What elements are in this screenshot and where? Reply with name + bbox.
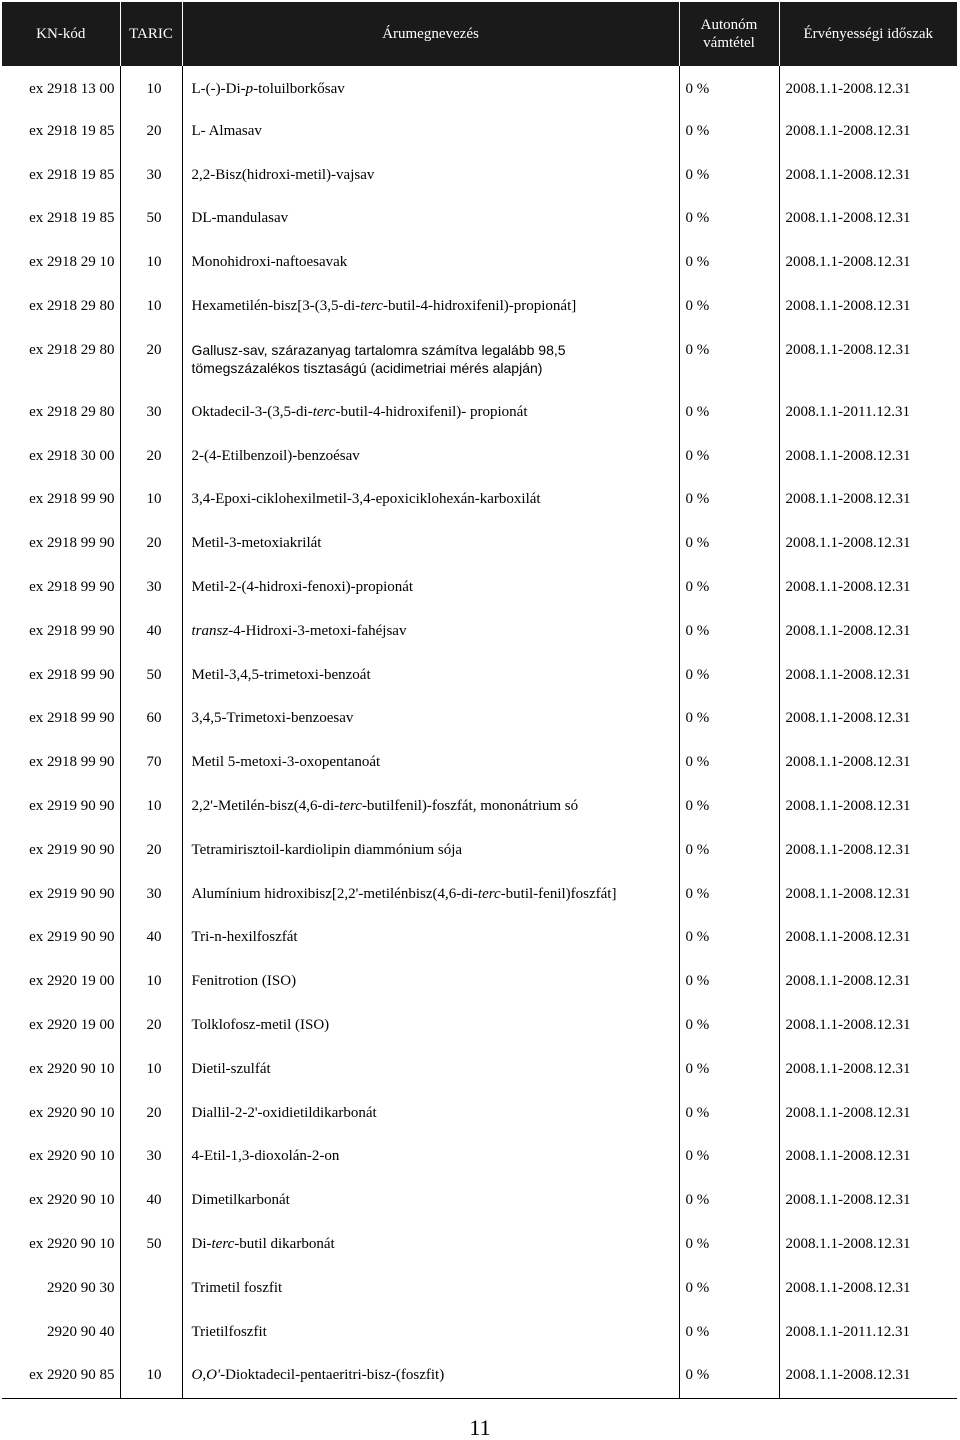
kn-code-cell: 2920 90 30	[2, 1267, 120, 1311]
taric-code-cell	[120, 1267, 182, 1311]
kn-code-cell: 2920 90 40	[2, 1311, 120, 1355]
duty-rate-cell: 0 %	[679, 241, 779, 285]
kn-code-cell: ex 2918 29 80	[2, 329, 120, 391]
product-description-cell: L-(-)-Di-p-toluilborkősav	[182, 66, 679, 110]
kn-code-cell: ex 2918 99 90	[2, 522, 120, 566]
duty-rate-cell: 0 %	[679, 916, 779, 960]
kn-code-cell: ex 2918 19 85	[2, 154, 120, 198]
table-row	[2, 1135, 957, 1179]
validity-period-cell: 2008.1.1-2008.12.31	[785, 754, 911, 771]
kn-code-cell: ex 2918 99 90	[2, 478, 120, 522]
validity-period-cell: 2008.1.1-2008.12.31	[785, 929, 911, 946]
table-row	[2, 960, 957, 1004]
product-description-cell: 2-(4-Etilbenzoil)-benzoésav	[182, 435, 679, 479]
taric-code-cell: 20	[120, 522, 182, 566]
tariff-table-sheet	[2, 2, 957, 1399]
duty-rate-cell: 0 %	[679, 1004, 779, 1048]
table-row	[2, 741, 957, 785]
kn-code-cell: ex 2918 99 90	[2, 741, 120, 785]
table-row	[2, 329, 957, 391]
validity-period-cell: 2008.1.1-2008.12.31	[785, 81, 911, 97]
product-description-cell: Tolklofosz-metil (ISO)	[182, 1004, 679, 1048]
product-description-cell: Dietil-szulfát	[182, 1048, 679, 1092]
validity-period-cell: 2008.1.1-2008.12.31	[785, 1235, 911, 1252]
duty-rate-cell: 0 %	[679, 829, 779, 873]
validity-period-cell: 2008.1.1-2008.12.31	[785, 122, 911, 139]
taric-code-cell: 40	[120, 1179, 182, 1223]
header-autonomous-duty-line1: Autonóm	[700, 17, 758, 33]
duty-rate-cell: 0 %	[679, 1311, 779, 1355]
taric-code-cell: 30	[120, 154, 182, 198]
product-description-cell: Metil-2-(4-hidroxi-fenoxi)-propionát	[182, 566, 679, 610]
validity-period-cell: 2008.1.1-2008.12.31	[785, 297, 911, 314]
kn-code-cell: ex 2918 99 90	[2, 566, 120, 610]
header-validity-period: Érvényességi időszak	[779, 2, 957, 66]
table-body	[2, 66, 957, 1398]
table-row	[2, 197, 957, 241]
duty-rate-cell: 0 %	[679, 697, 779, 741]
tariff-table	[2, 2, 957, 1399]
duty-rate-cell: 0 %	[679, 785, 779, 829]
validity-period-cell: 2008.1.1-2008.12.31	[785, 341, 911, 358]
product-description-cell: transz-4-Hidroxi-3-metoxi-fahéjsav	[182, 610, 679, 654]
kn-code-cell: ex 2919 90 90	[2, 873, 120, 917]
validity-period-cell: 2008.1.1-2011.12.31	[785, 403, 910, 420]
table-row	[2, 435, 957, 479]
validity-period-cell: 2008.1.1-2008.12.31	[785, 254, 911, 271]
validity-period-cell: 2008.1.1-2008.12.31	[785, 447, 911, 464]
product-description-cell: Tetramirisztoil-kardiolipin diammónium sója	[182, 829, 679, 873]
table-row	[2, 1048, 957, 1092]
validity-period-cell: 2008.1.1-2008.12.31	[785, 797, 911, 814]
kn-code-cell: ex 2920 90 85	[2, 1354, 120, 1398]
product-description-cell: Oktadecil-3-(3,5-di-terc-butil-4-hidroxifenil)- propionát	[182, 391, 679, 435]
table-header-row	[2, 2, 957, 66]
kn-code-cell: ex 2920 19 00	[2, 960, 120, 1004]
table-row	[2, 1311, 957, 1355]
validity-period-cell: 2008.1.1-2008.12.31	[785, 622, 911, 639]
duty-rate-cell: 0 %	[679, 566, 779, 610]
table-row	[2, 1092, 957, 1136]
duty-rate-cell: 0 %	[679, 1354, 779, 1398]
table-row	[2, 697, 957, 741]
taric-code-cell: 10	[120, 66, 182, 110]
table-row	[2, 916, 957, 960]
taric-code-cell: 10	[120, 285, 182, 329]
product-description-cell: Metil 5-metoxi-3-oxopentanoát	[182, 741, 679, 785]
product-description-cell: DL-mandulasav	[182, 197, 679, 241]
product-description-cell: Monohidroxi-naftoesavak	[182, 241, 679, 285]
validity-period-cell: 2008.1.1-2008.12.31	[785, 578, 911, 595]
table-row	[2, 610, 957, 654]
duty-rate-cell: 0 %	[679, 610, 779, 654]
product-description-cell: Trimetil foszfit	[182, 1267, 679, 1311]
product-description-cell: Alumínium hidroxibisz[2,2'-metilénbisz(4,6-di-terc-butil-fenil)foszfát]	[182, 873, 679, 917]
kn-code-cell: ex 2920 90 10	[2, 1048, 120, 1092]
duty-rate-cell: 0 %	[679, 329, 779, 391]
duty-rate-cell: 0 %	[679, 435, 779, 479]
table-row	[2, 66, 957, 110]
kn-code-cell: ex 2918 13 00	[2, 66, 120, 110]
product-description-cell: Gallusz-sav, szárazanyag tartalomra számítva legalább 98,5 tömegszázalékos tisztaságú (acidimetriai mérés alapján)	[182, 329, 679, 391]
kn-code-cell: ex 2918 19 85	[2, 197, 120, 241]
kn-code-cell: ex 2918 99 90	[2, 697, 120, 741]
product-description-cell: Trietilfoszfit	[182, 1311, 679, 1355]
taric-code-cell: 50	[120, 197, 182, 241]
validity-period-cell: 2008.1.1-2008.12.31	[779, 1354, 957, 1398]
duty-rate-cell: 0 %	[679, 654, 779, 698]
validity-period-cell: 2008.1.1-2008.12.31	[785, 1192, 911, 1209]
kn-code-cell: ex 2918 99 90	[2, 610, 120, 654]
taric-code-cell: 20	[120, 110, 182, 154]
product-description-cell: Dimetilkarbonát	[182, 1179, 679, 1223]
validity-period-cell: 2008.1.1-2008.12.31	[785, 535, 911, 552]
duty-rate-cell: 0 %	[679, 110, 779, 154]
taric-code-cell: 10	[120, 960, 182, 1004]
product-description-cell: L- Almasav	[182, 110, 679, 154]
header-taric: TARIC	[120, 2, 182, 66]
taric-code-cell: 40	[120, 610, 182, 654]
table-row	[2, 1223, 957, 1267]
taric-code-cell: 10	[120, 1048, 182, 1092]
taric-code-cell: 10	[120, 785, 182, 829]
taric-code-cell: 10	[120, 1354, 182, 1398]
validity-period-cell: 2008.1.1-2008.12.31	[785, 973, 911, 990]
kn-code-cell: ex 2918 30 00	[2, 435, 120, 479]
product-description-cell: Di-terc-butil dikarbonát	[182, 1223, 679, 1267]
kn-code-cell: ex 2918 29 80	[2, 391, 120, 435]
taric-code-cell: 10	[120, 478, 182, 522]
taric-code-cell: 20	[120, 829, 182, 873]
validity-period-cell: 2008.1.1-2008.12.31	[785, 166, 911, 183]
product-description-cell: 3,4-Epoxi-ciklohexilmetil-3,4-epoxiciklohexán-karboxilát	[182, 478, 679, 522]
validity-period-cell: 2008.1.1-2008.12.31	[785, 885, 911, 902]
taric-code-cell: 50	[120, 1223, 182, 1267]
taric-code-cell: 20	[120, 1092, 182, 1136]
taric-code-cell	[120, 1311, 182, 1355]
product-description-cell: 3,4,5-Trimetoxi-benzoesav	[182, 697, 679, 741]
table-row	[2, 110, 957, 154]
table-row	[2, 1267, 957, 1311]
validity-period-cell: 2008.1.1-2008.12.31	[785, 210, 911, 227]
table-row	[2, 785, 957, 829]
taric-code-cell: 20	[120, 1004, 182, 1048]
table-row	[2, 1354, 957, 1398]
taric-code-cell: 30	[120, 391, 182, 435]
product-description-cell: Diallil-2-2'-oxidietildikarbonát	[182, 1092, 679, 1136]
product-description-cell: O,O'-Dioktadecil-pentaeritri-bisz-(foszfit)	[182, 1354, 679, 1398]
taric-code-cell: 40	[120, 916, 182, 960]
validity-period-cell: 2008.1.1-2008.12.31	[785, 1148, 911, 1165]
table-row	[2, 241, 957, 285]
table-row	[2, 1004, 957, 1048]
table-row	[2, 566, 957, 610]
table-row	[2, 391, 957, 435]
kn-code-cell: ex 2918 29 10	[2, 241, 120, 285]
table-row	[2, 829, 957, 873]
taric-code-cell: 30	[120, 873, 182, 917]
kn-code-cell: ex 2920 90 10	[2, 1092, 120, 1136]
product-description-cell: Metil-3-metoxiakrilát	[182, 522, 679, 566]
header-product-description: Árumegnevezés	[182, 2, 679, 66]
product-description-cell: 2,2'-Metilén-bisz(4,6-di-terc-butilfenil)-foszfát, mononátrium só	[182, 785, 679, 829]
validity-period-cell: 2008.1.1-2008.12.31	[785, 1060, 911, 1077]
validity-period-cell: 2008.1.1-2011.12.31	[785, 1323, 910, 1340]
duty-rate-cell: 0 %	[679, 391, 779, 435]
kn-code-cell: ex 2920 19 00	[2, 1004, 120, 1048]
taric-code-cell: 10	[120, 241, 182, 285]
duty-rate-cell: 0 %	[679, 1223, 779, 1267]
duty-rate-cell: 0 %	[679, 522, 779, 566]
validity-period-cell: 2008.1.1-2008.12.31	[785, 491, 911, 508]
table-row	[2, 1179, 957, 1223]
validity-period-cell: 2008.1.1-2008.12.31	[785, 1104, 911, 1121]
header-kn-code: KN-kód	[2, 2, 120, 66]
duty-rate-cell: 0 %	[679, 1267, 779, 1311]
page-number: 11	[469, 1415, 491, 1440]
table-row	[2, 873, 957, 917]
kn-code-cell: ex 2918 99 90	[2, 654, 120, 698]
product-description-cell: Tri-n-hexilfoszfát	[182, 916, 679, 960]
validity-period-cell: 2008.1.1-2008.12.31	[785, 1279, 911, 1296]
taric-code-cell: 30	[120, 566, 182, 610]
product-description-cell: 2,2-Bisz(hidroxi-metil)-vajsav	[182, 154, 679, 198]
duty-rate-cell: 0 %	[679, 1135, 779, 1179]
product-description-cell: Fenitrotion (ISO)	[182, 960, 679, 1004]
product-description-cell: Metil-3,4,5-trimetoxi-benzoát	[182, 654, 679, 698]
validity-period-cell: 2008.1.1-2008.12.31	[785, 1016, 911, 1033]
duty-rate-cell: 0 %	[679, 741, 779, 785]
taric-code-cell: 60	[120, 697, 182, 741]
kn-code-cell: ex 2919 90 90	[2, 785, 120, 829]
kn-code-cell: ex 2920 90 10	[2, 1135, 120, 1179]
taric-code-cell: 50	[120, 654, 182, 698]
kn-code-cell: ex 2920 90 10	[2, 1223, 120, 1267]
kn-code-cell: ex 2919 90 90	[2, 829, 120, 873]
kn-code-cell: ex 2920 90 10	[2, 1179, 120, 1223]
duty-rate-cell: 0 %	[679, 197, 779, 241]
taric-code-cell: 70	[120, 741, 182, 785]
table-row	[2, 522, 957, 566]
duty-rate-cell: 0 %	[679, 478, 779, 522]
duty-rate-cell: 0 %	[679, 285, 779, 329]
taric-code-cell: 20	[120, 435, 182, 479]
table-row	[2, 285, 957, 329]
product-description-cell: 4-Etil-1,3-dioxolán-2-on	[182, 1135, 679, 1179]
kn-code-cell: ex 2919 90 90	[2, 916, 120, 960]
duty-rate-cell: 0 %	[679, 1048, 779, 1092]
product-description-cell: Hexametilén-bisz[3-(3,5-di-terc-butil-4-hidroxifenil)-propionát]	[182, 285, 679, 329]
table-row	[2, 654, 957, 698]
header-autonomous-duty-line2: vámtétel	[703, 35, 755, 51]
validity-period-cell: 2008.1.1-2008.12.31	[785, 841, 911, 858]
header-autonomous-duty	[679, 2, 779, 66]
validity-period-cell: 2008.1.1-2008.12.31	[785, 710, 911, 727]
validity-period-cell: 2008.1.1-2008.12.31	[785, 666, 911, 683]
kn-code-cell: ex 2918 29 80	[2, 285, 120, 329]
table-row	[2, 154, 957, 198]
table-row	[2, 478, 957, 522]
duty-rate-cell: 0 %	[679, 1179, 779, 1223]
duty-rate-cell: 0 %	[679, 66, 779, 110]
taric-code-cell: 20	[120, 329, 182, 391]
duty-rate-cell: 0 %	[679, 1092, 779, 1136]
duty-rate-cell: 0 %	[679, 154, 779, 198]
taric-code-cell: 30	[120, 1135, 182, 1179]
duty-rate-cell: 0 %	[679, 873, 779, 917]
kn-code-cell: ex 2918 19 85	[2, 110, 120, 154]
duty-rate-cell: 0 %	[679, 960, 779, 1004]
